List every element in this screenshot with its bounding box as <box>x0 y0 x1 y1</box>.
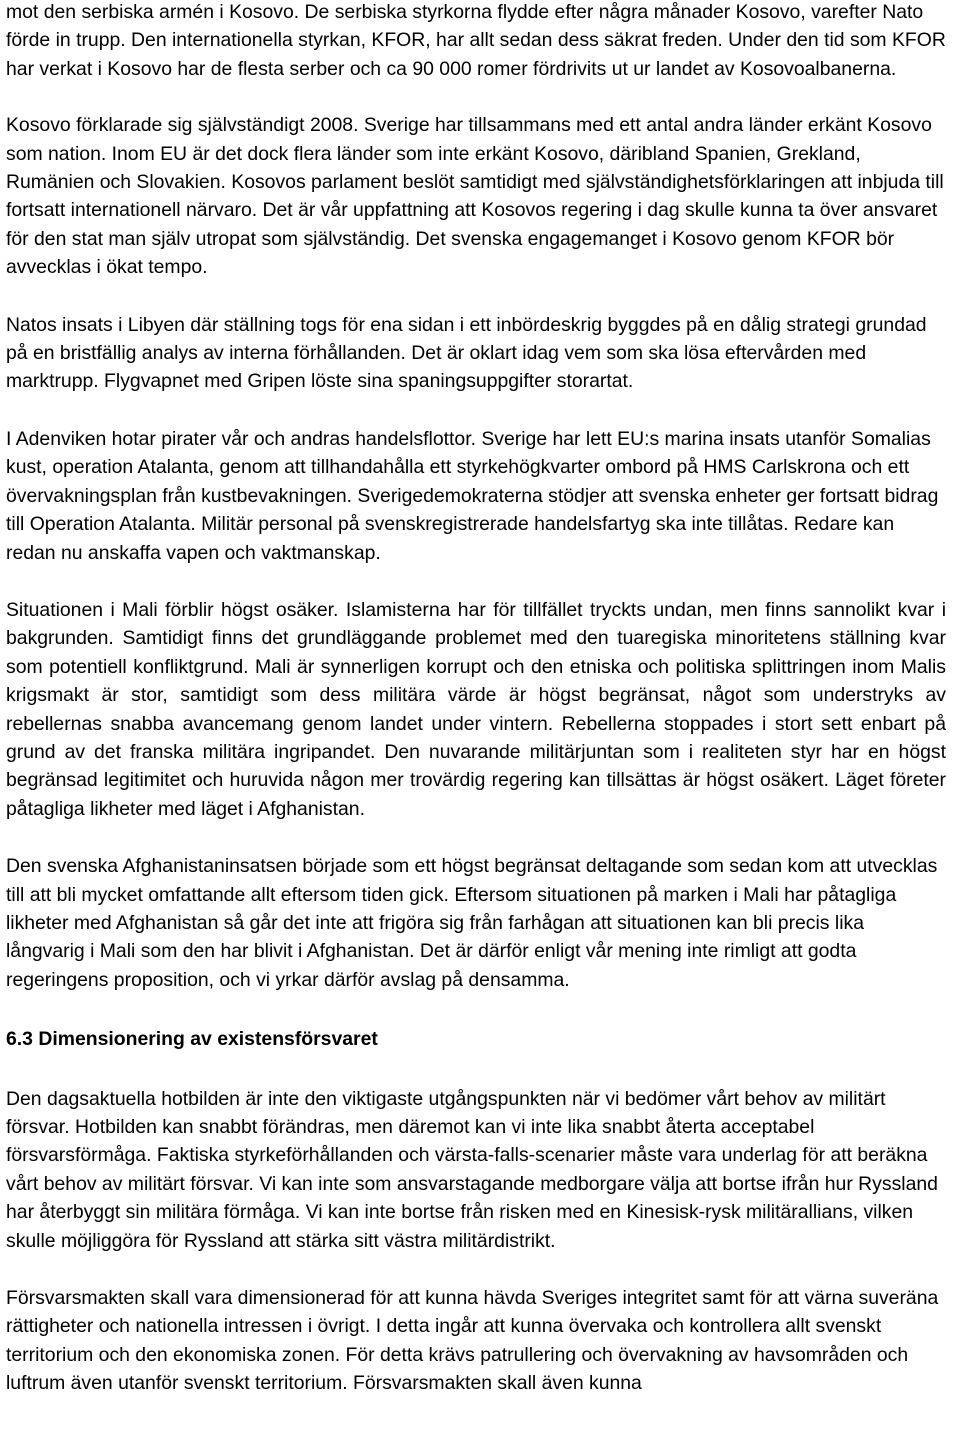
document-page <box>6 0 946 1398</box>
paragraph-armed-forces-dimensioning: Försvarsmakten skall vara dimensionerad för att kunna hävda Sveriges integritet samt för att värna suveräna rättigheter och nationella intressen i övrigt. I detta ingår att kunna övervaka och kontrollera allt svenskt territorium och den ekonomiska zonen. För detta krävs patrullering och övervakning av havsområden och luftrum även utanför svenskt territorium. Försvarsmakten skall även kunna <box>6 1287 939 1395</box>
section-heading: 6.3 Dimensionering av existensförsvaret <box>6 1028 378 1051</box>
paragraph-threat-assessment: Den dagsaktuella hotbilden är inte den viktigaste utgångspunkten när vi bedömer vårt behov av militärt försvar. Hotbilden kan snabbt förändras, men däremot kan vi inte lika snabbt återta acceptabel försvarsförmåga. Faktiska styrkeförhållanden och värsta-falls-scenarier måste vara underlag för att beräkna vårt behov av militärt försvar. Vi kan inte som ansvarstagande medborgare välja att bortse ifrån hur Ryssland har återbyggt sin militära förmåga. Vi kan inte bortse från risken med en Kinesisk-rysk militärallians, vilken skulle möjliggöra för Ryssland att stärka sitt västra militärdistrikt. <box>6 1087 938 1252</box>
paragraph-gulf-of-aden: I Adenviken hotar pirater vår och andras handelsflottor. Sverige har lett EU:s marina insats utanför Somalias kust, operation Atalanta, genom att tillhandahålla ett styrkehögkvarter ombord på HMS Carlskrona och ett övervakningsplan från kustbevakningen. Sverigedemokraterna stödjer att svenska enheter ger fortsatt bidrag till Operation Atalanta. Militär personal på svenskregistrerade handelsfartyg ska inte tillåtas. Redare kan redan nu anskaffa vapen och vaktmanskap. <box>6 427 939 564</box>
paragraph-afghanistan: Den svenska Afghanistaninsatsen började som ett högst begränsat deltagande som sedan kom att utvecklas till att bli mycket omfattande allt eftersom tiden gick. Eftersom situationen på marken i Mali har påtagliga likheter med Afghanistan så går det inte att frigöra sig från farhågan att situationen kan bli precis lika långvarig i Mali som den har blivit i Afghanistan. Det är därför enligt vår mening inte rimligt att godta regeringens proposition, och vi yrkar därför avslag på densamma. <box>6 855 938 991</box>
paragraph-libya: Natos insats i Libyen där ställning togs för ena sidan i ett inbördeskrig byggdes på en dålig strategi grundad på en bristfällig analys av interna förhållanden. Det är oklart idag vem som ska lösa eftervården med marktrupp. Flygvapnet med Gripen löste sina spaningsuppgifter storartat. <box>6 313 927 393</box>
paragraph-kosovo-independence: Kosovo förklarade sig självständigt 2008. Sverige har tillsammans med ett antal andra länder erkänt Kosovo som nation. Inom EU är det dock flera länder som inte erkänt Kosovo, däribland Spanien, Grekland, Rumänien och Slovakien. Kosovos parlament beslöt samtidigt med självständighetsförklaringen att inbjuda till fortsatt internationell närvaro. Det är vår uppfattning att Kosovos regering i dag skulle kunna ta över ansvaret för den stat man själv utropat som självständig. Det svenska engagemanget i Kosovo genom KFOR bör avvecklas i ökat tempo. <box>6 114 944 279</box>
paragraph-mali: Situationen i Mali förblir högst osäker. Islamisterna har för tillfället tryckts undan, men finns sannolikt kvar i bakgrunden. Samtidigt finns det grundläggande problemet med den tuaregiska minoritetens ställning kvar som potentiell konfliktgrund. Mali är synnerligen korrupt och den etniska och politiska splittringen inom Malis krigsmakt är stor, samtidigt som dess militära värde är högst begränsat, något som understryks av rebellernas snabba avancemang genom landet under vintern. Rebellerna stoppades i stort sett enbart på grund av det franska militära ingripandet. Den nuvarande militärjuntan som i realiteten styr har en högst begränsad legitimitet och huruvida någon mer trovärdig regering kan tillsättas är högst osäkert. Läget företer påtagliga likheter med läget i Afghanistan. <box>6 598 946 820</box>
paragraph-kosovo-history: mot den serbiska armén i Kosovo. De serbiska styrkorna flydde efter några månader Kosovo, varefter Nato förde in trupp. Den internationella styrkan, KFOR, har allt sedan dess säkrat freden. Under den tid som KFOR har verkat i Kosovo har de flesta serber och ca 90 000 romer fördrivits ut ur landet av Kosovoalbanerna. <box>6 1 946 80</box>
